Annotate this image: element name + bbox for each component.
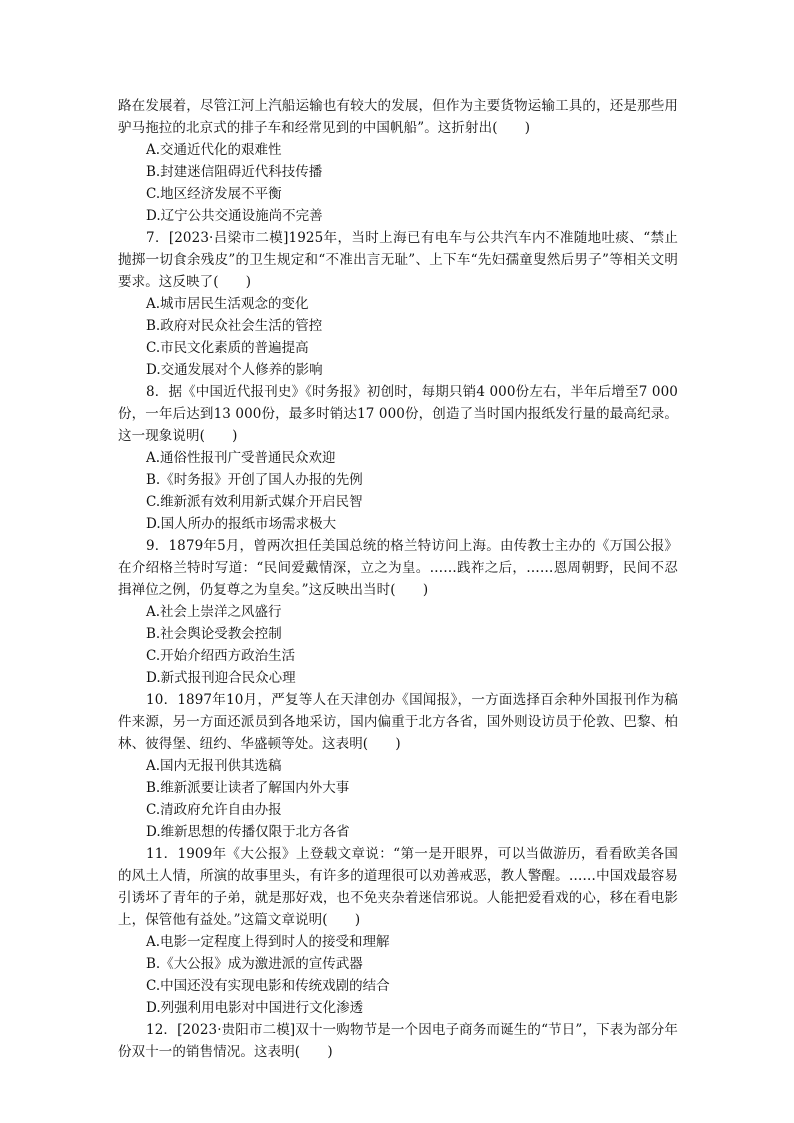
question-6-option-a: A.交通近代化的艰难性 [146,142,282,158]
question-11-option-a: A.电影一定程度上得到时人的接受和理解 [146,934,390,950]
question-7-stem: 7．[2023·吕梁市二模]1925年，当时上海已有电车与公共汽车内不准随地吐痰、“禁止抛掷一切食余残皮”的卫生规定和“不准出言无耻”、上下车“先妇孺童叟然后男子”等相关文明要求。这反映了( ) [118,230,678,290]
question-11-options [146,931,678,1019]
question-9-option-a: A.社会上崇洋之风盛行 [146,604,282,620]
question-9-option-d: D.新式报刊迎合民众心理 [146,670,296,686]
question-8-stem: 8．据《中国近代报刊史》《时务报》初创时，每期只销4 000份左右，半年后增至7 000份，一年后达到13 000份，最多时销达17 000份，创造了当时国内报纸发行量的最高纪录。这一现象说明( ) [118,384,678,444]
question-6-option-d: D.辽宁公共交通设施尚不完善 [146,208,323,224]
question-6-options [146,139,678,227]
question-list [118,95,678,1063]
question-7-option-a: A.城市居民生活观念的变化 [146,296,309,312]
question-6-stem-continuation: 路在发展着，尽管江河上汽船运输也有较大的发展，但作为主要货物运输工具的，还是那些用驴马拖拉的北京式的排子车和经常见到的中国帆船”。这折射出( ) [118,98,678,136]
question-9-options [146,601,678,689]
question-12-stem: 12．[2023·贵阳市二模]双十一购物节是一个因电子商务而诞生的“节日”，下表为部分年份双十一的销售情况。这表明( ) [118,1022,678,1060]
question-9-option-c: C.开始介绍西方政治生活 [146,648,296,664]
question-9-stem: 9．1879年5月，曾两次担任美国总统的格兰特访问上海。由传教士主办的《万国公报》在介绍格兰特时写道：“民间爱戴情深，立之为皇。……践祚之后，……恩周朝野，民间不忍揖禅位之例，仍复尊之为皇矣。”这反映出当时( ) [118,538,678,598]
question-7-option-b: B.政府对民众社会生活的管控 [146,318,323,334]
question-6-option-b: B.封建迷信阻碍近代科技传播 [146,164,323,180]
question-8-options [146,447,678,535]
question-11-option-b: B.《大公报》成为激进派的宣传武器 [146,956,363,972]
question-8-option-a: A.通俗性报刊广受普通民众欢迎 [146,450,336,466]
question-10-options [146,755,678,843]
question-10-option-a: A.国内无报刊供其选稿 [146,758,282,774]
question-10-option-c: C.清政府允许自由办报 [146,802,282,818]
question-8-option-d: D.国人所办的报纸市场需求极大 [146,516,337,532]
question-9-option-b: B.社会舆论受教会控制 [146,626,282,642]
question-7-options [146,293,678,381]
question-11-option-d: D.列强利用电影对中国进行文化渗透 [146,1000,364,1016]
question-6-option-c: C.地区经济发展不平衡 [146,186,282,202]
question-8-option-b: B.《时务报》开创了国人办报的先例 [146,472,363,488]
question-11-option-c: C.中国还没有实现电影和传统戏剧的结合 [146,978,390,994]
question-11-stem: 11．1909年《大公报》上登载文章说：“第一是开眼界，可以当做游历，看看欧美各国的风土人情，所演的故事里头，有许多的道理很可以劝善戒恶，教人警醒。……中国戏最容易引诱坏了青年的子弟，就是那好戏，也不免夹杂着迷信邪说。人能把爱看戏的心，移在看电影上，保管他有益处。”这篇文章说明( ) [118,846,678,928]
question-10-option-d: D.维新思想的传播仅限于北方各省 [146,824,350,840]
question-7-option-c: C.市民文化素质的普遍提高 [146,340,309,356]
question-7-option-d: D.交通发展对个人修养的影响 [146,362,323,378]
question-10-stem: 10．1897年10月，严复等人在天津创办《国闻报》，一方面选择百余种外国报刊作为稿件来源，另一方面还派员到各地采访，国内偏重于北方各省，国外则设访员于伦敦、巴黎、柏林、彼得堡、纽约、华盛顿等处。这表明( ) [118,692,678,752]
question-10-option-b: B.维新派要让读者了解国内外大事 [146,780,350,796]
question-8-option-c: C.维新派有效利用新式媒介开启民智 [146,494,363,510]
